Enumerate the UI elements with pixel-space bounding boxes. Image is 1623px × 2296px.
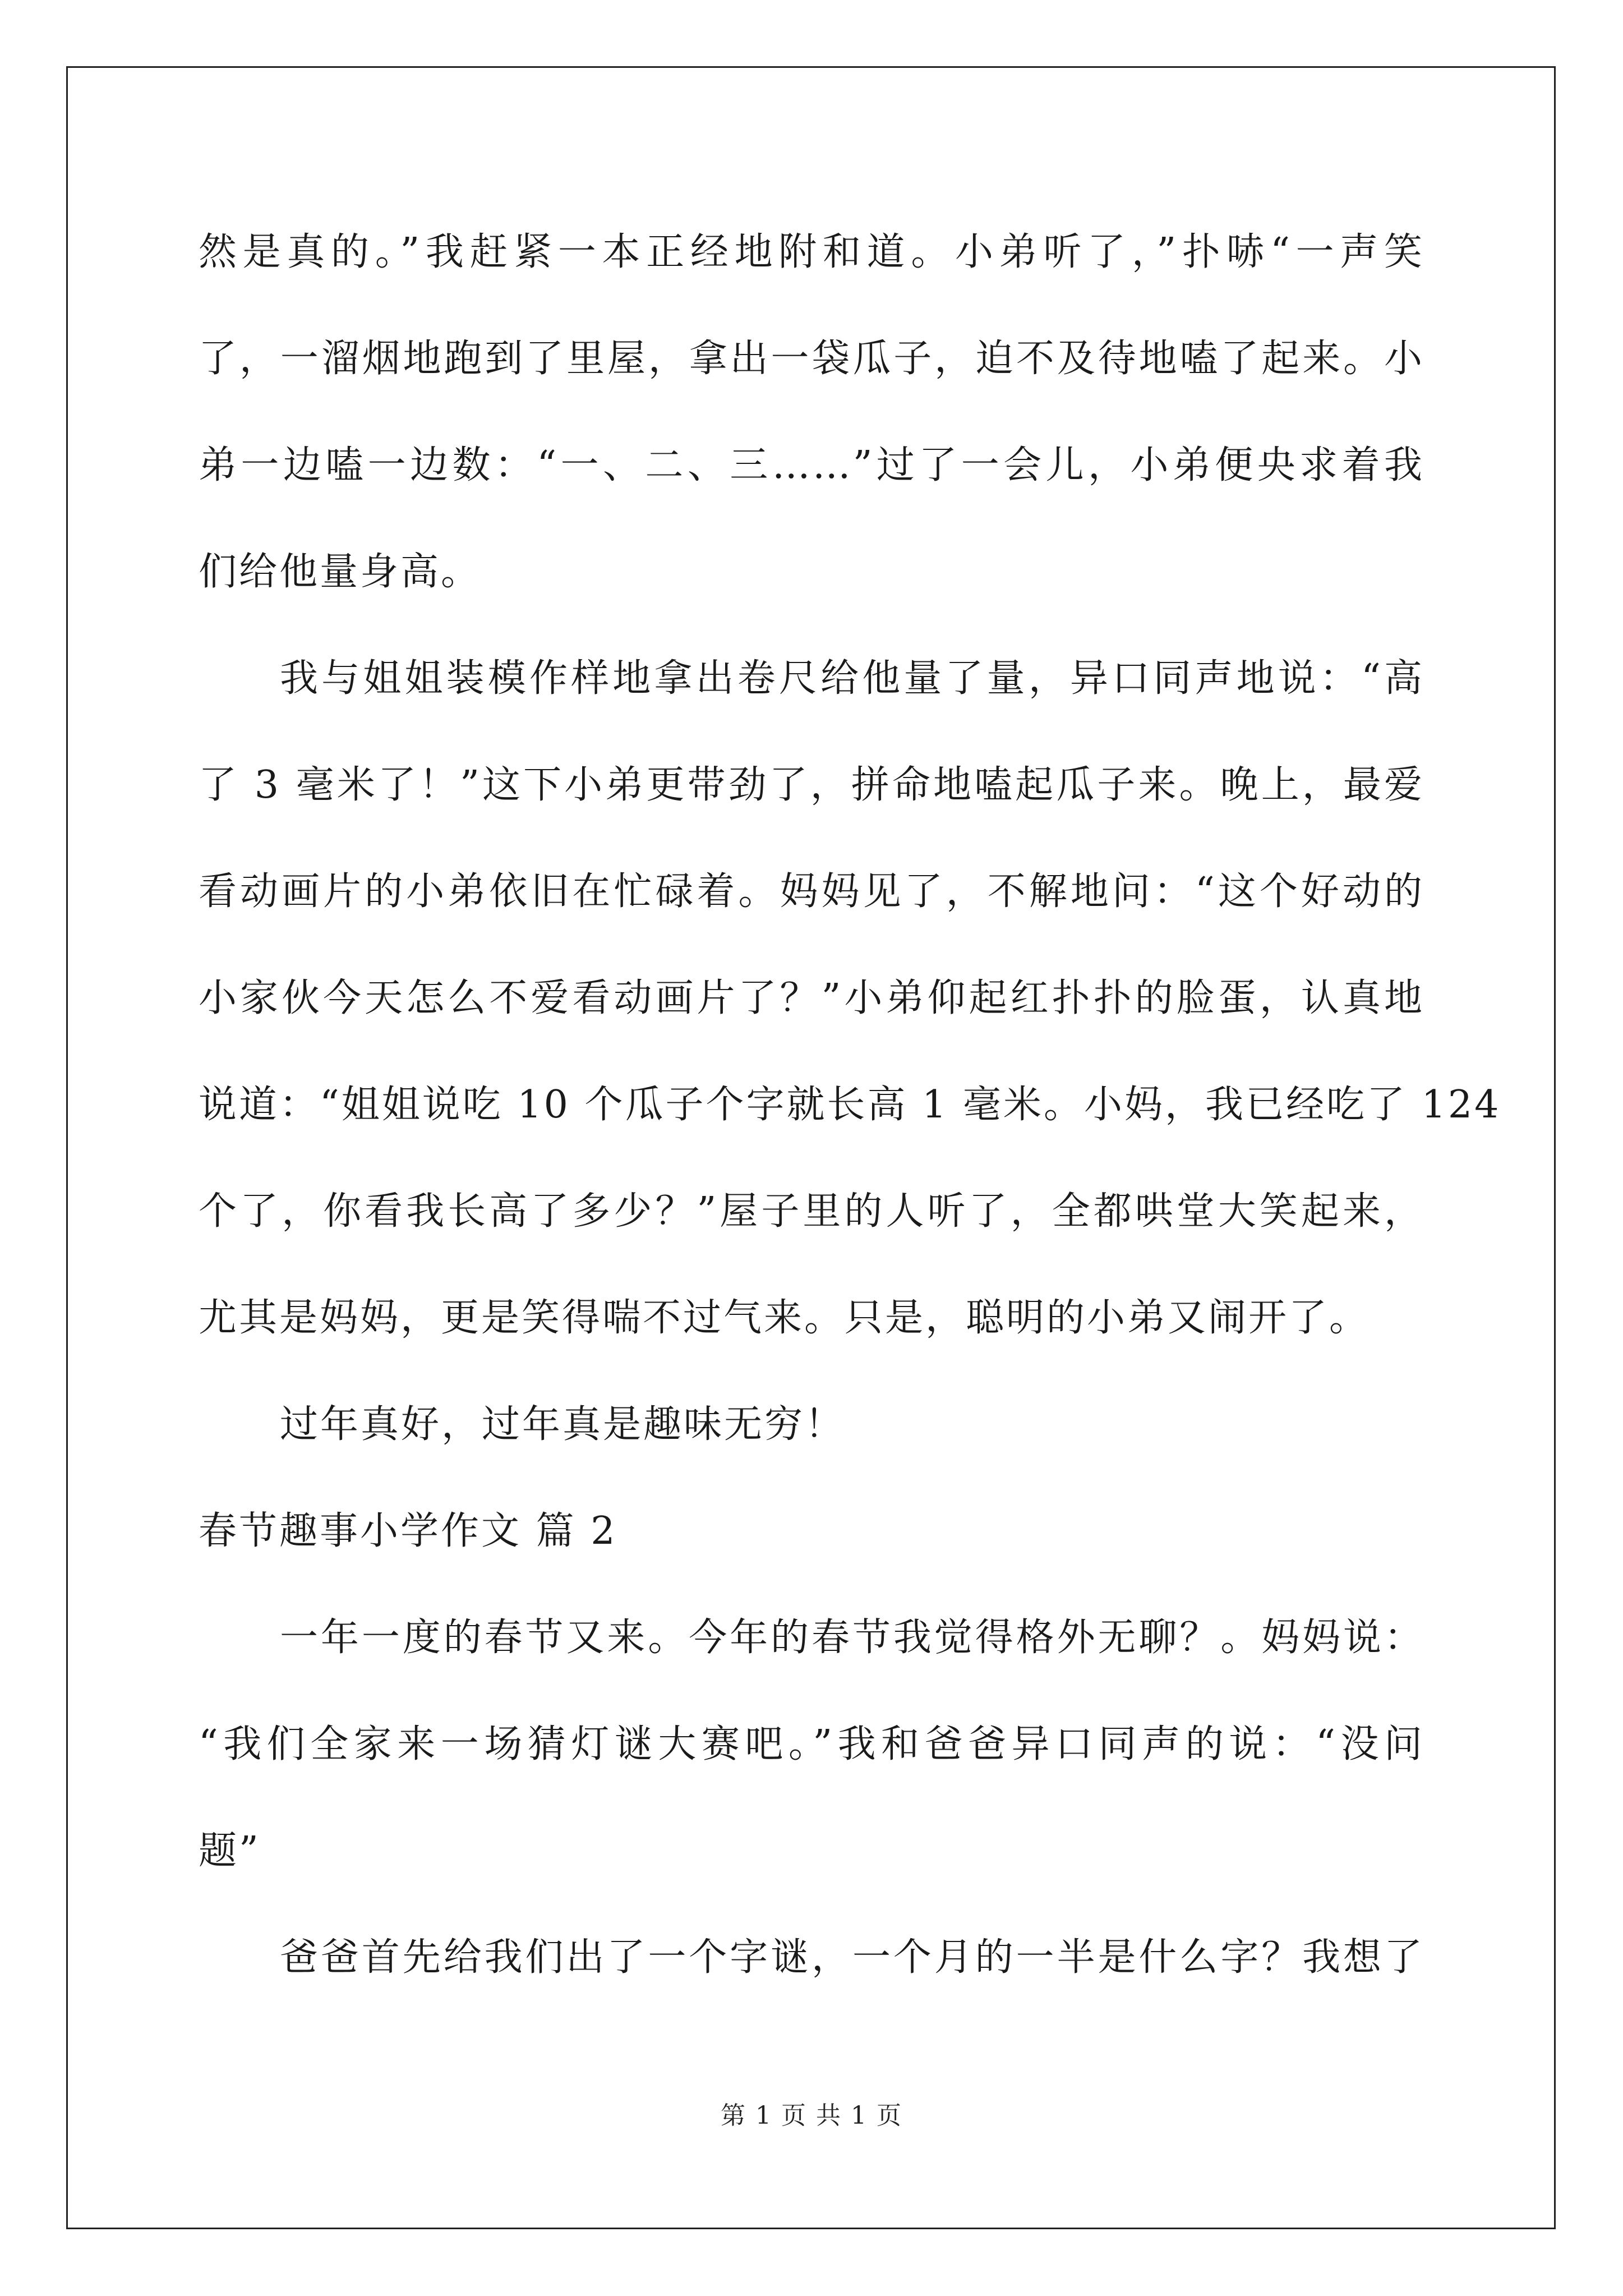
text-line: 过年真好，过年真是趣味无穷！ xyxy=(280,1402,846,1447)
text-line: 题” xyxy=(199,1829,261,1873)
text-line: “我们全家来一场猜灯谜大赛吧。”我和爸爸异口同声的说：“没问 xyxy=(199,1722,1424,1766)
text-line: 说道：“姐姐说吃 10 个瓜子个字就长高 1 毫米。小妈，我已经吃了 124 xyxy=(199,1083,1501,1127)
document-body xyxy=(199,199,1501,2011)
text-line: 小家伙今天怎么不爱看动画片了？”小弟仰起红扑扑的脸蛋，认真地 xyxy=(199,976,1424,1020)
text-line: 尤其是妈妈，更是笑得喘不过气来。只是，聪明的小弟又闹开了。 xyxy=(199,1296,1370,1340)
text-line: 我与姐姐装模作样地拿出卷尺给他量了量，异口同声地说：“高 xyxy=(280,656,1424,701)
text-line: 了，一溜烟地跑到了里屋，拿出一袋瓜子，迫不及待地嗑了起来。小 xyxy=(199,337,1424,381)
text-line: 然是真的。”我赶紧一本正经地附和道。小弟听了，”扑哧“一声笑 xyxy=(199,230,1424,274)
page-number-footer: 第 1 页 共 1 页 xyxy=(721,2101,902,2130)
text-line: 一年一度的春节又来。今年的春节我觉得格外无聊？。妈妈说： xyxy=(280,1616,1424,1660)
text-line: 弟一边嗑一边数：“一、二、三……”过了一会儿，小弟便央求着我 xyxy=(199,443,1424,487)
text-line: 个了，你看我长高了多少？”屋子里的人听了，全都哄堂大笑起来， xyxy=(199,1189,1424,1234)
text-line: 爸爸首先给我们出了一个字谜，一个月的一半是什么字？我想了 xyxy=(280,1935,1424,1980)
text-line: 了 3 毫米了！”这下小弟更带劲了，拼命地嗑起瓜子来。晚上，最爱 xyxy=(199,763,1424,807)
text-line: 看动画片的小弟依旧在忙碌着。妈妈见了，不解地问：“这个好动的 xyxy=(199,869,1424,914)
text-line: 们给他量身高。 xyxy=(199,550,482,594)
section-heading: 春节趣事小学作文 篇 2 xyxy=(199,1509,617,1553)
